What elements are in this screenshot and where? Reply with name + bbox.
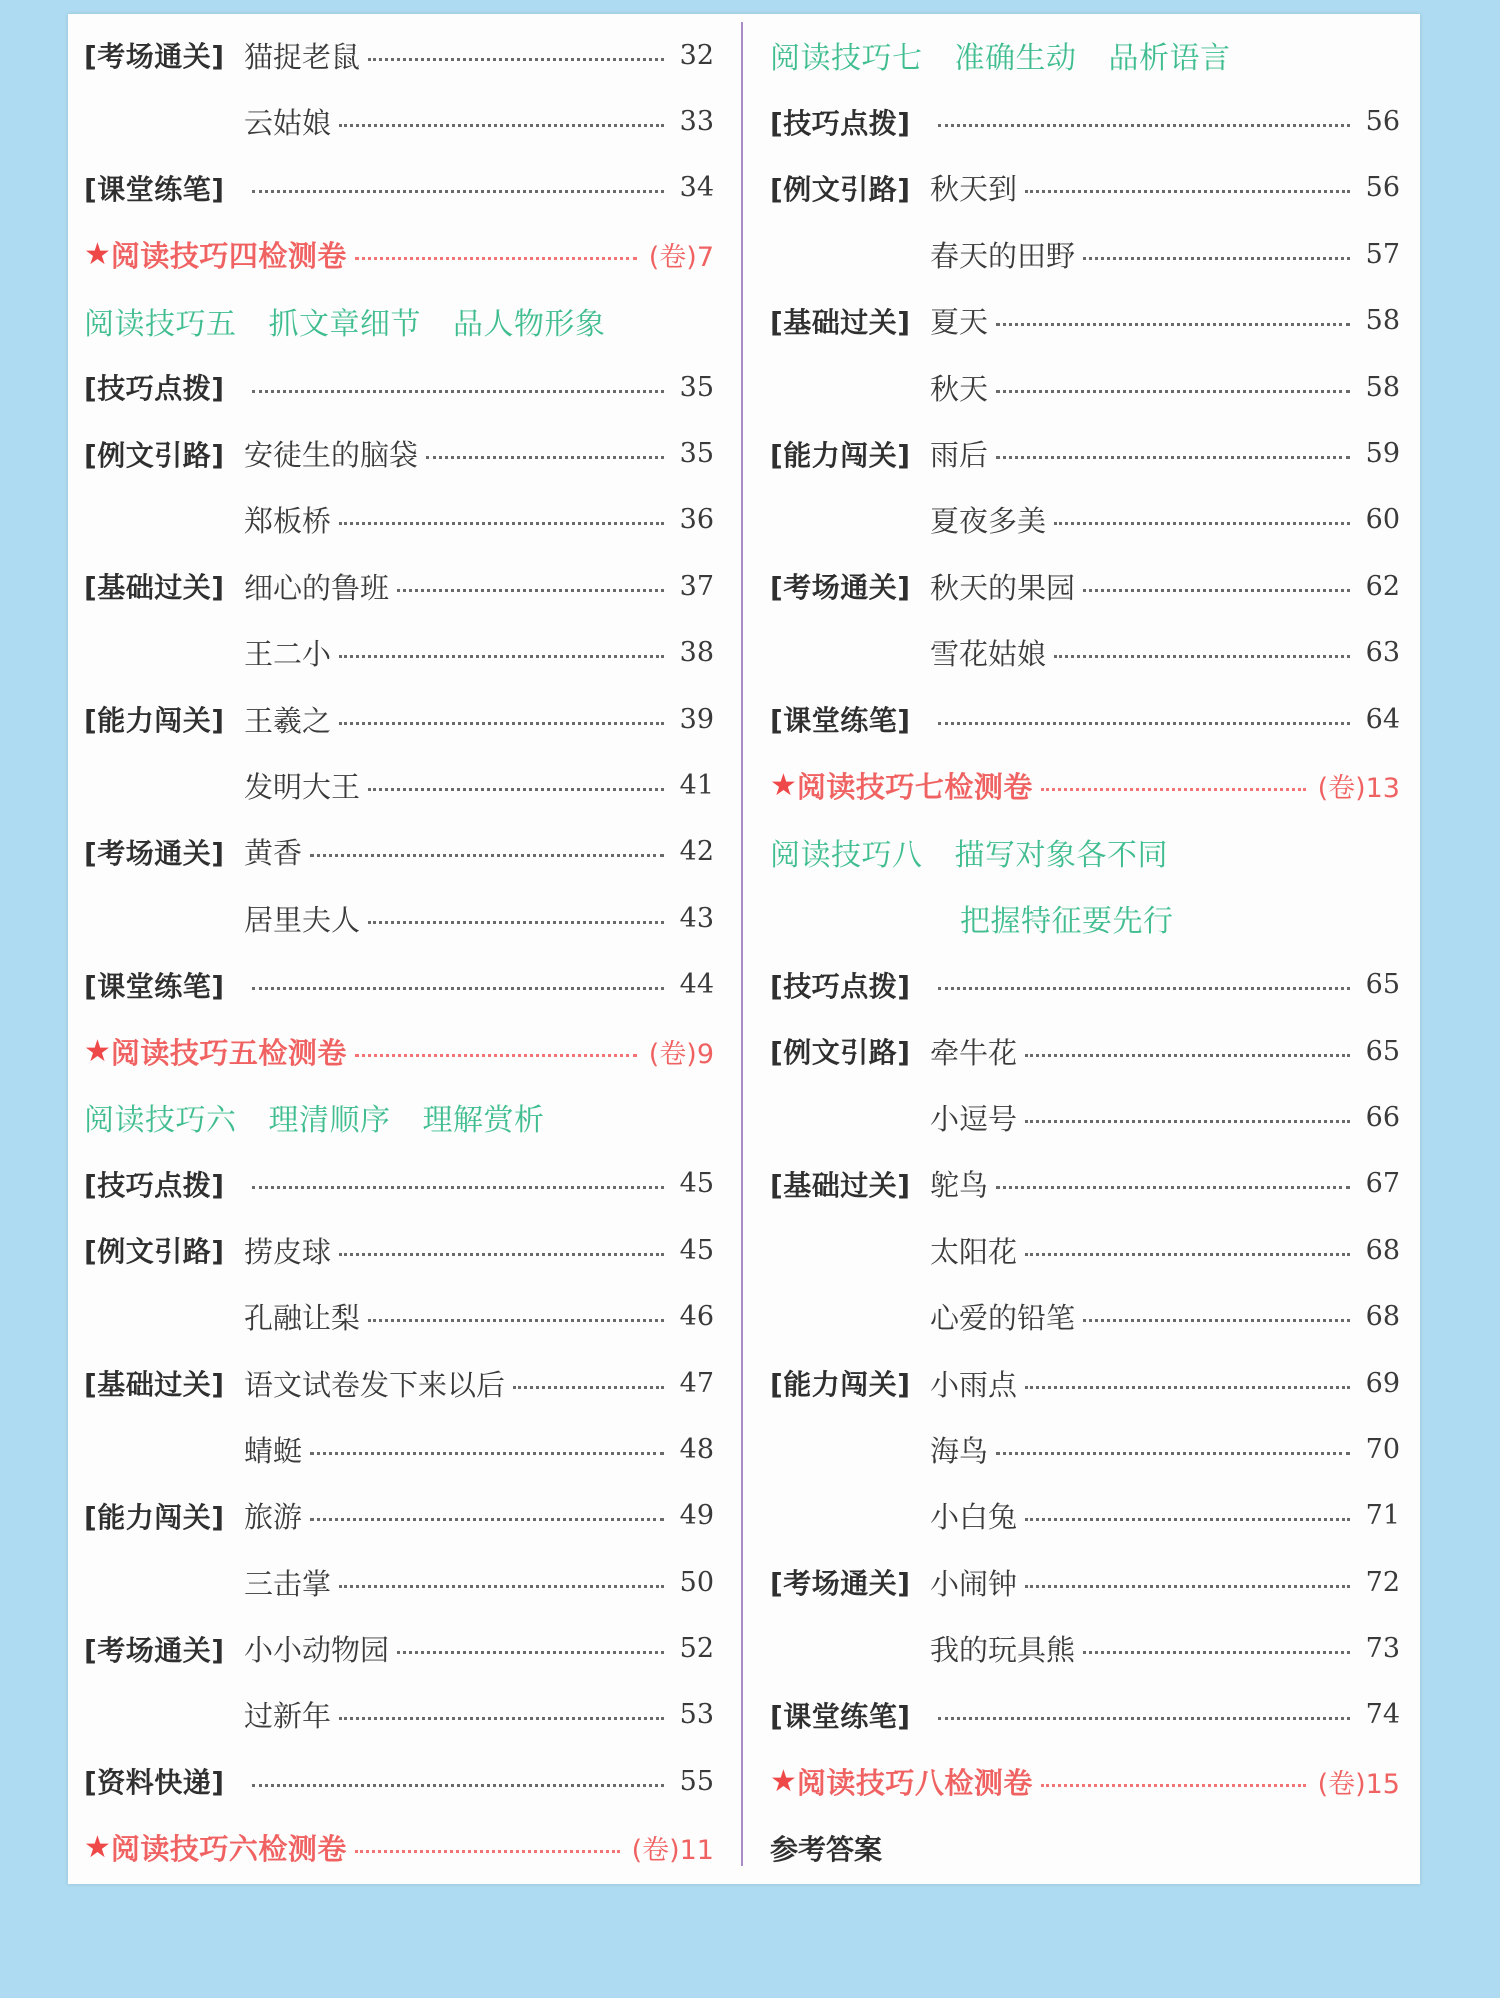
dot-leader bbox=[1025, 1386, 1350, 1389]
star-icon: ★ bbox=[84, 236, 111, 272]
entry-title: 秋天到 bbox=[930, 172, 1018, 207]
toc-entry-row[interactable] bbox=[770, 686, 1400, 752]
toc-entry-row[interactable] bbox=[770, 487, 1400, 553]
entry-title: 心爱的铅笔 bbox=[930, 1301, 1076, 1336]
toc-entry-row[interactable] bbox=[84, 1283, 714, 1349]
entry-title: 捞皮球 bbox=[244, 1234, 332, 1269]
section-subtitle: 品析语言 bbox=[1108, 41, 1231, 77]
page-number: 55 bbox=[679, 1765, 714, 1797]
dot-leader bbox=[513, 1386, 664, 1389]
page-number: 69 bbox=[1365, 1367, 1400, 1399]
toc-entry-row[interactable] bbox=[770, 1549, 1400, 1615]
toc-entry-row[interactable] bbox=[770, 1416, 1400, 1482]
entry-title: 孔融让梨 bbox=[244, 1301, 361, 1336]
entry-category-tag: [例文引路] bbox=[770, 1036, 911, 1070]
entry-title: 安徒生的脑袋 bbox=[244, 438, 419, 473]
entry-title: 夏天 bbox=[930, 305, 989, 340]
entry-title: 云姑娘 bbox=[244, 106, 332, 141]
test-paper-title: 阅读技巧八检测卷 bbox=[796, 1765, 1033, 1800]
entry-title: 秋天 bbox=[930, 371, 989, 406]
dot-leader bbox=[252, 190, 664, 193]
toc-entry-row[interactable] bbox=[84, 885, 714, 951]
dot-leader bbox=[1054, 522, 1350, 525]
star-icon: ★ bbox=[770, 1763, 797, 1799]
dot-leader bbox=[252, 390, 664, 393]
page-number: 48 bbox=[679, 1433, 714, 1465]
answer-key-row[interactable] bbox=[770, 1815, 1400, 1881]
dot-leader bbox=[339, 1253, 664, 1256]
test-paper-row[interactable] bbox=[84, 1018, 714, 1084]
section-heading bbox=[84, 288, 714, 354]
entry-category-tag: [能力闯关] bbox=[770, 1368, 911, 1401]
dot-leader bbox=[938, 124, 1350, 127]
section-heading bbox=[84, 1084, 714, 1150]
dot-leader bbox=[1083, 1651, 1350, 1654]
section-heading bbox=[770, 819, 1400, 885]
entry-title: 小雨点 bbox=[930, 1367, 1018, 1402]
page-number: 42 bbox=[679, 836, 714, 868]
toc-entry-row[interactable] bbox=[84, 354, 714, 420]
entry-title: 王羲之 bbox=[244, 703, 332, 738]
entry-category-tag: [基础过关] bbox=[84, 571, 225, 605]
toc-entry-row[interactable] bbox=[770, 1084, 1400, 1150]
page-number: 58 bbox=[1365, 305, 1400, 337]
dot-leader bbox=[339, 655, 664, 658]
entry-title: 蜻蜓 bbox=[244, 1433, 303, 1468]
section-subtitle: 理清顺序 bbox=[268, 1103, 391, 1139]
entry-category-tag: [考场通关] bbox=[770, 571, 911, 605]
entry-category-tag: [基础过关] bbox=[770, 305, 911, 339]
dot-leader bbox=[1025, 1253, 1350, 1256]
toc-entry-row[interactable] bbox=[84, 1748, 714, 1814]
entry-title: 鸵鸟 bbox=[930, 1168, 989, 1203]
entry-category-tag: [能力闯关] bbox=[84, 1500, 225, 1534]
test-paper-title: 阅读技巧五检测卷 bbox=[110, 1035, 347, 1070]
toc-entry-row[interactable] bbox=[84, 819, 714, 885]
entry-category-tag: [能力闯关] bbox=[84, 704, 225, 738]
entry-title: 春天的田野 bbox=[930, 238, 1076, 273]
section-subtitle: 理解赏析 bbox=[422, 1103, 545, 1139]
entry-category-tag: [课堂练笔] bbox=[770, 704, 911, 738]
dot-leader bbox=[1041, 788, 1306, 791]
toc-entry-row[interactable] bbox=[84, 1483, 714, 1549]
toc-entry-row[interactable] bbox=[84, 752, 714, 818]
toc-entry-row[interactable] bbox=[84, 1151, 714, 1217]
toc-entry-row[interactable] bbox=[84, 487, 714, 553]
entry-category-tag: [基础过关] bbox=[770, 1168, 911, 1202]
entry-title: 猫捉老鼠 bbox=[244, 39, 361, 74]
entry-category-tag: [课堂练笔] bbox=[84, 172, 225, 206]
page-number: 59 bbox=[1365, 438, 1400, 470]
dot-leader bbox=[368, 58, 664, 61]
section-subtitle: 描写对象各不同 bbox=[954, 837, 1168, 873]
dot-leader bbox=[996, 1452, 1350, 1455]
toc-entry-row[interactable] bbox=[770, 88, 1400, 154]
dot-leader bbox=[355, 1054, 637, 1057]
entry-category-tag: [考场通关] bbox=[770, 1567, 911, 1601]
test-paper-row[interactable] bbox=[770, 752, 1400, 818]
entry-title: 过新年 bbox=[244, 1699, 332, 1734]
toc-entry-row[interactable] bbox=[770, 1283, 1400, 1349]
entry-title: 黄香 bbox=[244, 836, 303, 871]
section-heading bbox=[770, 22, 1400, 88]
test-paper-page: (卷)7 bbox=[648, 241, 714, 273]
toc-entry-row[interactable] bbox=[770, 951, 1400, 1017]
toc-entry-row[interactable] bbox=[84, 88, 714, 154]
page-number: 58 bbox=[1365, 371, 1400, 403]
entry-category-tag: [技巧点拨] bbox=[84, 1168, 225, 1202]
page-number: 70 bbox=[1365, 1433, 1400, 1465]
entry-title: 语文试卷发下来以后 bbox=[244, 1367, 506, 1402]
page-number: 37 bbox=[679, 570, 714, 602]
entry-title: 太阳花 bbox=[930, 1234, 1018, 1269]
section-subtitle: 把握特征要先行 bbox=[960, 904, 1174, 940]
entry-title: 秋天的果园 bbox=[930, 570, 1076, 605]
page-number: 65 bbox=[1365, 969, 1400, 1001]
dot-leader bbox=[310, 1452, 664, 1455]
column-divider bbox=[741, 22, 743, 1866]
page-number: 50 bbox=[679, 1566, 714, 1598]
toc-entry-row[interactable] bbox=[84, 553, 714, 619]
page-number: 74 bbox=[1365, 1699, 1400, 1731]
test-paper-title: 阅读技巧四检测卷 bbox=[110, 238, 347, 273]
test-paper-page: (卷)13 bbox=[1317, 772, 1400, 804]
dot-leader bbox=[1025, 1120, 1350, 1123]
entry-category-tag: [例文引路] bbox=[84, 1235, 225, 1269]
toc-entry-row[interactable] bbox=[770, 354, 1400, 420]
dot-leader bbox=[397, 589, 664, 592]
test-paper-row[interactable] bbox=[770, 1748, 1400, 1814]
page-number: 71 bbox=[1365, 1500, 1400, 1532]
dot-leader bbox=[996, 390, 1350, 393]
toc-entry-row[interactable] bbox=[770, 155, 1400, 221]
dot-leader bbox=[310, 1518, 664, 1521]
dot-leader bbox=[339, 1717, 664, 1720]
toc-entry-row[interactable] bbox=[84, 1682, 714, 1748]
toc-right-column bbox=[770, 22, 1400, 1881]
toc-entry-row[interactable] bbox=[84, 951, 714, 1017]
entry-title: 我的玩具熊 bbox=[930, 1633, 1076, 1668]
dot-leader bbox=[1025, 1518, 1350, 1521]
page-number: 49 bbox=[679, 1500, 714, 1532]
entry-category-tag: [资料快递] bbox=[84, 1766, 225, 1800]
entry-category-tag: [课堂练笔] bbox=[84, 969, 225, 1003]
page-number: 60 bbox=[1365, 504, 1400, 536]
toc-entry-row[interactable] bbox=[84, 22, 714, 88]
toc-left-column bbox=[84, 22, 714, 1881]
dot-leader bbox=[1083, 589, 1350, 592]
toc-entry-row[interactable] bbox=[84, 420, 714, 486]
entry-title: 小白兔 bbox=[930, 1500, 1018, 1535]
dot-leader bbox=[368, 1319, 664, 1322]
entry-title: 小小动物园 bbox=[244, 1633, 390, 1668]
dot-leader bbox=[310, 854, 664, 857]
toc-entry-row[interactable] bbox=[84, 1615, 714, 1681]
dot-leader bbox=[1083, 257, 1350, 260]
entry-title: 海鸟 bbox=[930, 1433, 989, 1468]
dot-leader bbox=[355, 257, 637, 260]
entry-title: 牵牛花 bbox=[930, 1035, 1018, 1070]
toc-entry-row[interactable] bbox=[770, 1217, 1400, 1283]
entry-category-tag: [技巧点拨] bbox=[84, 372, 225, 406]
answer-key-title: 参考答案 bbox=[770, 1832, 883, 1866]
page-number: 56 bbox=[1365, 172, 1400, 204]
page-number: 53 bbox=[679, 1699, 714, 1731]
test-paper-title: 阅读技巧七检测卷 bbox=[796, 769, 1033, 804]
toc-entry-row[interactable] bbox=[770, 221, 1400, 287]
page-number: 68 bbox=[1365, 1301, 1400, 1333]
dot-leader bbox=[1025, 1585, 1350, 1588]
dot-leader bbox=[339, 722, 664, 725]
page-number: 34 bbox=[679, 172, 714, 204]
dot-leader bbox=[938, 722, 1350, 725]
section-number: 阅读技巧五 bbox=[84, 306, 237, 342]
test-paper-page: (卷)15 bbox=[1317, 1768, 1400, 1800]
entry-title: 旅游 bbox=[244, 1500, 303, 1535]
section-number: 阅读技巧七 bbox=[770, 41, 923, 77]
toc-entry-row[interactable] bbox=[770, 1151, 1400, 1217]
dot-leader bbox=[996, 323, 1350, 326]
page-number: 45 bbox=[679, 1168, 714, 1200]
section-subtitle: 抓文章细节 bbox=[268, 306, 421, 342]
entry-title: 夏夜多美 bbox=[930, 504, 1047, 539]
star-icon: ★ bbox=[770, 767, 797, 803]
entry-category-tag: [技巧点拨] bbox=[770, 969, 911, 1003]
section-heading bbox=[770, 885, 1400, 951]
dot-leader bbox=[397, 1651, 664, 1654]
toc-entry-row[interactable] bbox=[770, 288, 1400, 354]
dot-leader bbox=[1041, 1784, 1306, 1787]
test-paper-row[interactable] bbox=[84, 1815, 714, 1881]
entry-title: 郑板桥 bbox=[244, 504, 332, 539]
page-number: 35 bbox=[679, 371, 714, 403]
toc-entry-row[interactable] bbox=[84, 1217, 714, 1283]
entry-title: 细心的鲁班 bbox=[244, 570, 390, 605]
section-number: 阅读技巧八 bbox=[770, 837, 923, 873]
page-number: 35 bbox=[679, 438, 714, 470]
dot-leader bbox=[355, 1850, 620, 1853]
page-number: 68 bbox=[1365, 1234, 1400, 1266]
entry-category-tag: [能力闯关] bbox=[770, 438, 911, 472]
entry-title: 发明大王 bbox=[244, 769, 361, 804]
toc-entry-row[interactable] bbox=[770, 1615, 1400, 1681]
dot-leader bbox=[368, 788, 664, 791]
toc-entry-row[interactable] bbox=[84, 155, 714, 221]
entry-title: 雨后 bbox=[930, 438, 989, 473]
dot-leader bbox=[996, 456, 1350, 459]
star-icon: ★ bbox=[84, 1033, 111, 1069]
page-number: 41 bbox=[679, 769, 714, 801]
dot-leader bbox=[368, 921, 664, 924]
dot-leader bbox=[1025, 190, 1350, 193]
toc-entry-row[interactable] bbox=[770, 1350, 1400, 1416]
toc-entry-row[interactable] bbox=[84, 686, 714, 752]
toc-entry-row[interactable] bbox=[770, 553, 1400, 619]
section-subtitle: 品人物形象 bbox=[453, 306, 606, 342]
page-number: 56 bbox=[1365, 106, 1400, 138]
entry-category-tag: [课堂练笔] bbox=[770, 1699, 911, 1733]
entry-category-tag: [考场通关] bbox=[84, 40, 225, 74]
entry-title: 三击掌 bbox=[244, 1566, 332, 1601]
dot-leader bbox=[938, 1717, 1350, 1720]
page-number: 73 bbox=[1365, 1633, 1400, 1665]
dot-leader bbox=[1083, 1319, 1350, 1322]
page-number: 65 bbox=[1365, 1035, 1400, 1067]
toc-entry-row[interactable] bbox=[770, 1018, 1400, 1084]
page-number: 52 bbox=[679, 1633, 714, 1665]
section-subtitle: 准确生动 bbox=[954, 41, 1077, 77]
toc-entry-row[interactable] bbox=[84, 620, 714, 686]
page-number: 66 bbox=[1365, 1101, 1400, 1133]
section-number: 阅读技巧六 bbox=[84, 1103, 237, 1139]
dot-leader bbox=[938, 987, 1350, 990]
dot-leader bbox=[252, 1186, 664, 1189]
entry-title: 王二小 bbox=[244, 637, 332, 672]
dot-leader bbox=[426, 456, 664, 459]
entry-category-tag: [技巧点拨] bbox=[770, 106, 911, 140]
page-number: 67 bbox=[1365, 1168, 1400, 1200]
toc-entry-row[interactable] bbox=[84, 1549, 714, 1615]
dot-leader bbox=[252, 1784, 664, 1787]
toc-entry-row[interactable] bbox=[84, 1350, 714, 1416]
entry-title: 雪花姑娘 bbox=[930, 637, 1047, 672]
entry-category-tag: [考场通关] bbox=[84, 1633, 225, 1667]
dot-leader bbox=[1025, 1054, 1350, 1057]
test-paper-row[interactable] bbox=[84, 221, 714, 287]
toc-entry-row[interactable] bbox=[770, 620, 1400, 686]
entry-category-tag: [考场通关] bbox=[84, 836, 225, 870]
test-paper-page: (卷)11 bbox=[631, 1835, 714, 1867]
toc-entry-row[interactable] bbox=[770, 1483, 1400, 1549]
entry-title: 小逗号 bbox=[930, 1101, 1018, 1136]
page-number: 72 bbox=[1365, 1566, 1400, 1598]
dot-leader bbox=[252, 987, 664, 990]
page-number: 43 bbox=[679, 902, 714, 934]
page-number: 47 bbox=[679, 1367, 714, 1399]
page-number: 33 bbox=[679, 106, 714, 138]
dot-leader bbox=[339, 1585, 664, 1588]
entry-category-tag: [例文引路] bbox=[770, 172, 911, 206]
dot-leader bbox=[1054, 655, 1350, 658]
toc-entry-row[interactable] bbox=[770, 1682, 1400, 1748]
page-number: 39 bbox=[679, 703, 714, 735]
page-number: 45 bbox=[679, 1234, 714, 1266]
entry-title: 居里夫人 bbox=[244, 902, 361, 937]
entry-title: 小闹钟 bbox=[930, 1566, 1018, 1601]
entry-category-tag: [例文引路] bbox=[84, 438, 225, 472]
page-number: 36 bbox=[679, 504, 714, 536]
page-number: 44 bbox=[679, 969, 714, 1001]
test-paper-page: (卷)9 bbox=[648, 1038, 714, 1070]
toc-entry-row[interactable] bbox=[84, 1416, 714, 1482]
toc-entry-row[interactable] bbox=[770, 420, 1400, 486]
star-icon: ★ bbox=[84, 1830, 111, 1866]
page-number: 63 bbox=[1365, 637, 1400, 669]
dot-leader bbox=[339, 124, 664, 127]
page-number: 32 bbox=[679, 39, 714, 71]
page-number: 64 bbox=[1365, 703, 1400, 735]
page-number: 46 bbox=[679, 1301, 714, 1333]
page-number: 38 bbox=[679, 637, 714, 669]
page-number: 62 bbox=[1365, 570, 1400, 602]
dot-leader bbox=[996, 1186, 1350, 1189]
test-paper-title: 阅读技巧六检测卷 bbox=[110, 1832, 347, 1867]
dot-leader bbox=[339, 522, 664, 525]
page-number: 57 bbox=[1365, 238, 1400, 270]
entry-category-tag: [基础过关] bbox=[84, 1368, 225, 1401]
